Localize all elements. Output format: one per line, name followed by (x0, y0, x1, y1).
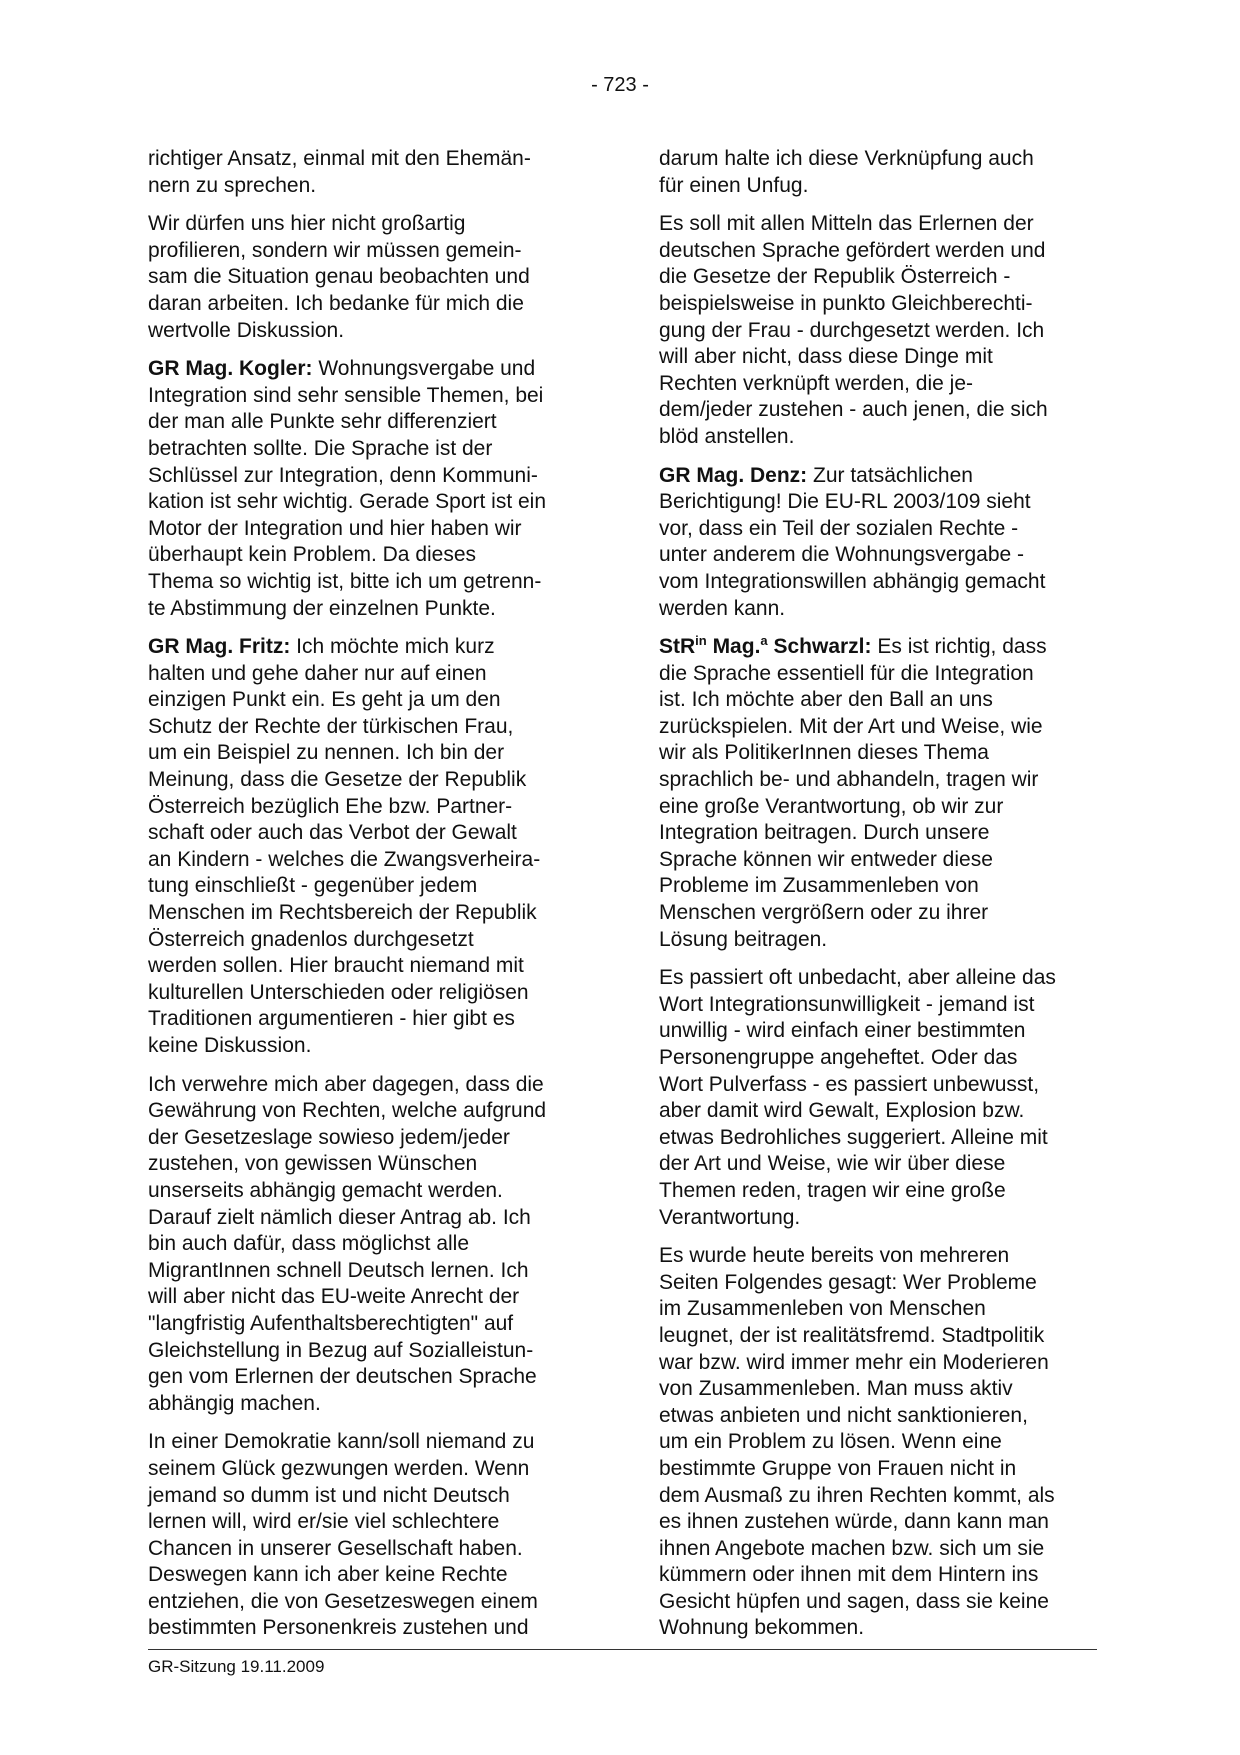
right-column (659, 146, 1099, 1654)
paragraph (659, 1243, 1099, 1642)
paragraph (659, 463, 1099, 623)
paragraph (659, 965, 1099, 1231)
paragraph-text: Ich möchte mich kurz halten und gehe daher nur auf einen einzigen Punkt ein. Es geht ja um den Schutz der Rechte der türkischen Frau, um ein Beispiel zu nennen. Ich bin der Meinung, dass die Gesetze der Republik Österreich bezüglich Ehe bzw. Partner- schaft oder auch das Verbot der Gewalt an Kindern - welches die Zwangsverheira- tung einschließt - gegenüber jedem Menschen im Rechtsbereich der Republik Österreich gnadenlos durchgesetzt werden sollen. Hier braucht niemand mit kulturellen Unterschieden oder religiösen Traditionen argumentieren - hier gibt es keine Diskussion. (148, 635, 541, 1057)
paragraph-text: Es wurde heute bereits von mehreren Seiten Folgendes gesagt: Wer Probleme im Zusammenleben von Menschen leugnet, der ist realitätsfremd. Stadtpolitik war bzw. wird immer mehr ein Moderieren von Zusammenleben. Man muss aktiv etwas anbieten und nicht sanktionieren, um ein Problem zu lösen. Wenn eine bestimmte Gruppe von Frauen nicht in dem Ausmaß zu ihren Rechten kommt, als es ihnen zustehen würde, dann kann man ihnen Angebote machen bzw. sich um sie kümmern oder ihnen mit dem Hintern ins Gesicht hüpfen und sagen, dass sie keine Wohnung bekommen. (659, 1244, 1055, 1640)
paragraph-text: Zur tatsächlichen Berichtigung! Die EU-RL 2003/109 sieht vor, dass ein Teil der sozialen Rechte - unter anderem die Wohnungsvergabe - vom Integrationswillen abhängig gemacht werden kann. (659, 463, 1046, 620)
paragraph (148, 634, 588, 1060)
paragraph-text: Wohnungsvergabe und Integration sind sehr sensible Themen, bei der man alle Punkte sehr differenziert betrachten sollte. Die Sprache ist der Schlüssel zur Integration, denn Kommuni- kation ist sehr wichtig. Gerade Sport ist ein Motor der Integration und hier haben wir überhaupt kein Problem. Da dieses Thema so wichtig ist, bitte ich um getrenn- te Abstimmung der einzelnen Punkte. (148, 357, 547, 620)
speaker-name: GR Mag. Kogler: (148, 357, 313, 381)
paragraph (148, 356, 588, 622)
speaker-degree: Mag. (706, 635, 761, 659)
paragraph-text: Wir dürfen uns hier nicht großartig profilieren, sondern wir müssen gemein- sam die Situation genau beobachten und daran arbeiten. Ich bedanke für mich die wertvolle Diskussion. (148, 212, 530, 342)
paragraph-text: Es soll mit allen Mitteln das Erlernen der deutschen Sprache gefördert werden und die Gesetze der Republik Österreich - beispielsweise in punkto Gleichberechti- gung der Frau - durchgesetzt werden. Ich will aber nicht, dass diese Dinge mit Rechten verknüpft werden, die je- dem/jeder zustehen - auch jenen, die sich blöd anstellen. (659, 212, 1048, 448)
paragraph (659, 211, 1099, 450)
speaker-degree-suffix: a (760, 633, 768, 649)
paragraph (659, 634, 1099, 953)
paragraph (148, 211, 588, 344)
paragraph-text: Ich verwehre mich aber dagegen, dass die Gewährung von Rechten, welche aufgrund der Gesetzeslage sowieso jedem/jeder zustehen, von gewissen Wünschen unserseits abhängig gemacht werden. Darauf zielt nämlich dieser Antrag ab. Ich bin auch dafür, dass möglichst alle MigrantInnen schnell Deutsch lernen. Ich will aber nicht das EU-weite Anrecht der "langfristig Aufenthaltsberechtigten" auf Gleichstellung in Bezug auf Sozialleistun- gen vom Erlernen der deutschen Sprache abhängig machen. (148, 1072, 547, 1415)
footer-divider (148, 1649, 1097, 1650)
speaker-name: GR Mag. Fritz: (148, 635, 291, 659)
page-number: - 723 - (591, 74, 649, 96)
left-column (148, 146, 588, 1654)
speaker-name (659, 635, 872, 658)
paragraph (148, 146, 588, 199)
paragraph-text: Es ist richtig, dass die Sprache essentiell für die Integration ist. Ich möchte aber den Ball an uns zurückspielen. Mit der Art und Weise, wie wir als PolitikerInnen dieses Thema sprachlich be- und abhandeln, tragen wir eine große Verantwortung, ob wir zur Integration beitragen. Durch unsere Sprache können wir entweder diese Probleme im Zusammenleben von Menschen vergrößern oder zu ihrer Lösung beitragen. (659, 635, 1047, 951)
speaker-surname: Schwarzl: (767, 635, 872, 659)
paragraph-text: richtiger Ansatz, einmal mit den Ehemän- nern zu sprechen. (148, 147, 531, 197)
paragraph (148, 1429, 588, 1642)
paragraph-text: darum halte ich diese Verknüpfung auch für einen Unfug. (659, 147, 1034, 197)
paragraph-text: Es passiert oft unbedacht, aber alleine das Wort Integrationsunwilligkeit - jemand ist unwillig - wird einfach einer bestimmten Personengruppe angeheftet. Oder das Wort Pulverfass - es passiert unbewusst, aber damit wird Gewalt, Explosion bzw. etwas Bedrohliches suggeriert. Alleine mit der Art und Weise, wie wir über diese Themen reden, tragen wir eine große Verantwortung. (659, 966, 1056, 1229)
footer-session-date: GR-Sitzung 19.11.2009 (148, 1657, 325, 1676)
paragraph (148, 1072, 588, 1418)
speaker-title-suffix: in (695, 633, 707, 649)
paragraph (659, 146, 1099, 199)
speaker-name: GR Mag. Denz: (659, 463, 808, 487)
speaker-title: StR (659, 635, 696, 659)
paragraph-text: In einer Demokratie kann/soll niemand zu seinem Glück gezwungen werden. Wenn jemand so dumm ist und nicht Deutsch lernen will, wird er/sie viel schlechtere Chancen in unserer Gesellschaft haben. Deswegen kann ich aber keine Rechte entziehen, die von Gesetzeswegen einem bestimmten Personenkreis zustehen und (148, 1430, 538, 1640)
